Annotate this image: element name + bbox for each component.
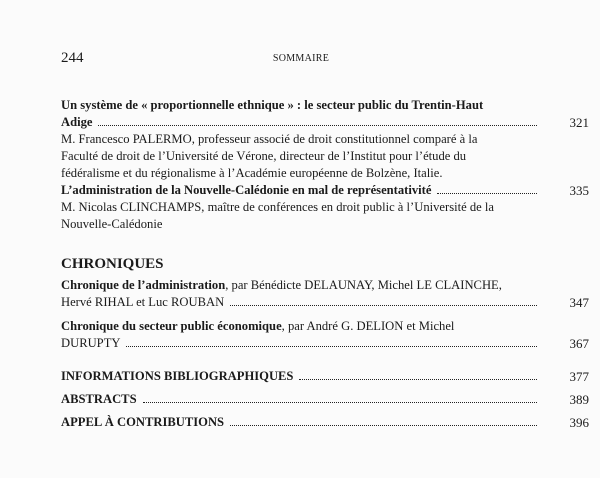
entry-title-continuation: Adige [61,115,93,129]
dot-leader [143,402,537,403]
entry-title: APPEL À CONTRIBUTIONS [61,415,225,429]
entry-authors: , par Bénédicte DELAUNAY, Michel LE CLAINCHE, [225,278,502,292]
entry-title-line2 [61,114,541,131]
entry-title-row [61,277,541,294]
entry-title: Chronique du secteur public économique [61,319,282,333]
entry-author-line: fédéralisme et du régionalisme à l’Académie européenne de Bolzène, Italie. [61,166,443,180]
entry-page-number: 321 [569,115,589,130]
page-number: 244 [61,50,84,66]
toc-entry-chronique-secteur-public [61,318,589,352]
entry-authors-row [61,294,541,311]
entry-title-row [61,368,541,385]
page-header [61,50,541,70]
toc-entry-appel-contributions [61,414,589,431]
dot-leader [437,193,537,194]
entry-title-row [61,414,541,431]
toc-entry-nouvelle-caledonie [61,182,589,233]
dot-leader [126,346,537,347]
entry-author-line: Nouvelle-Calédonie [61,217,163,231]
entry-title-row [61,182,541,199]
toc-entry-abstracts [61,391,589,408]
entry-page-number: 335 [569,183,589,198]
entry-page-number: 396 [569,415,589,430]
entry-author-line: Faculté de droit de l’Université de Vérone, directeur de l’Institut pour l’étude du [61,149,467,163]
entry-title: Chronique de l’administration [61,278,226,292]
toc-entry-trentin [61,97,589,182]
entry-title: INFORMATIONS BIBLIOGRAPHIQUES [61,369,294,383]
entry-page-number: 347 [569,295,589,310]
toc-entry-informations-bibliographiques [61,368,589,385]
dot-leader [299,379,537,380]
dot-leader [230,425,537,426]
entry-author-line: M. Francesco PALERMO, professeur associé de droit constitutionnel comparé à la [61,132,478,146]
entry-page-number: 367 [569,336,589,351]
entry-title: L’administration de la Nouvelle-Calédonie en mal de représentativité [61,183,432,197]
entry-author-line: M. Nicolas CLINCHAMPS, maître de conférences en droit public à l’Université de la [61,200,494,214]
section-heading-chroniques: CHRONIQUES [61,256,164,272]
entry-authors: , par André G. DELION et Michel [281,319,455,333]
entry-title: ABSTRACTS [61,392,137,406]
entry-authors-continuation: Hervé RIHAL et Luc ROUBAN [61,295,225,309]
dot-leader [230,305,537,306]
running-title: SOMMAIRE [272,53,330,64]
entry-title-line1: Un système de « proportionnelle ethnique » : le secteur public du Trentin-Haut [61,98,484,112]
entry-page-number: 377 [569,369,589,384]
entry-title-row [61,391,541,408]
entry-title-row [61,318,541,335]
toc-entry-chronique-administration [61,277,589,311]
entry-page-number: 389 [569,392,589,407]
entry-authors-row [61,335,541,352]
dot-leader [98,125,537,126]
entry-authors-continuation: DURUPTY [61,336,121,350]
